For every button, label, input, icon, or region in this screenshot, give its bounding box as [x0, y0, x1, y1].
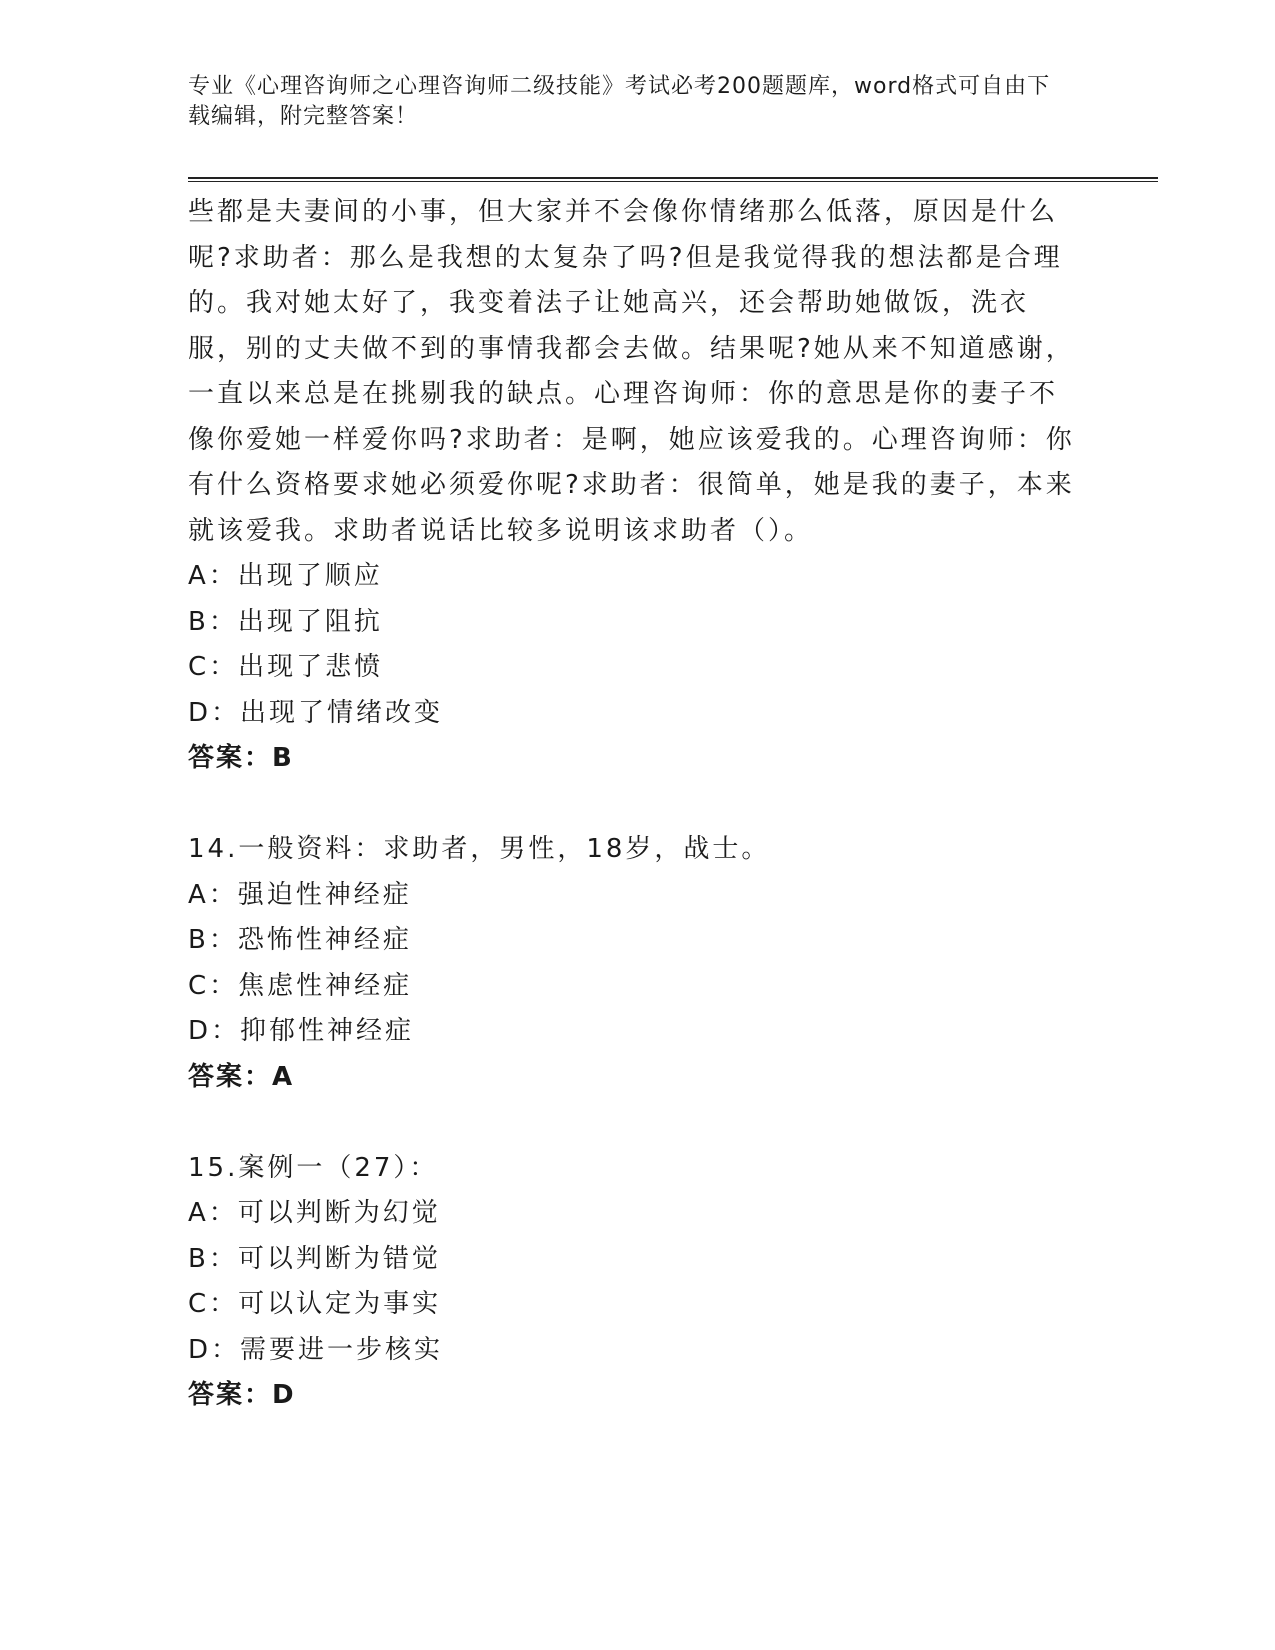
option-d: D：出现了情绪改变	[188, 697, 444, 728]
answer: 答案：A	[188, 1061, 295, 1092]
option-a: A：出现了顺应	[188, 561, 383, 591]
spacer	[188, 1100, 1078, 1146]
spacer	[188, 782, 1078, 828]
question-13	[188, 190, 1078, 782]
option-b: B：可以判断为错觉	[188, 1243, 441, 1274]
option-d: D：需要进一步核实	[188, 1334, 444, 1365]
document-header: 专业《心理咨询师之心理咨询师二级技能》考试必考200题题库，word格式可自由下载编辑，附完整答案！	[188, 74, 1051, 129]
question-15	[188, 1146, 1078, 1419]
option-c: C：出现了悲愤	[188, 652, 384, 682]
option-a: A：强迫性神经症	[188, 879, 412, 910]
question-14	[188, 827, 1078, 1100]
question-stem: 15.案例一（27）：	[188, 1152, 439, 1183]
option-b: B：出现了阻抗	[188, 606, 383, 637]
option-b: B：恐怖性神经症	[188, 925, 412, 955]
option-c: C：焦虑性神经症	[188, 970, 413, 1001]
answer: 答案：B	[188, 743, 294, 773]
option-d: D：抑郁性神经症	[188, 1016, 415, 1046]
question-text: 些都是夫妻间的小事，但大家并不会像你情绪那么低落，原因是什么呢?求助者：那么是我想的太复杂了吗?但是我觉得我的想法都是合理的。我对她太好了，我变着法子让她高兴，还会帮助她做饭，洗衣服，别的丈夫做不到的事情我都会去做。结果呢?她从来不知道感谢，一直以来总是在挑剔我的缺点。心理咨询师：你的意思是你的妻子不像你爱她一样爱你吗?求助者：是啊，她应该爱我的。心理咨询师：你有什么资格要求她必须爱你呢?求助者：很简单，她是我的妻子，本来就该爱我。求助者说话比较多说明该求助者（）。	[188, 197, 1075, 546]
page-content	[188, 190, 1078, 1419]
question-stem: 14.一般资料：求助者，男性，18岁，战士。	[188, 834, 771, 864]
option-c: C：可以认定为事实	[188, 1289, 442, 1319]
answer: 答案：D	[188, 1380, 296, 1410]
header-divider	[188, 177, 1158, 182]
option-a: A：可以判断为幻觉	[188, 1198, 441, 1228]
